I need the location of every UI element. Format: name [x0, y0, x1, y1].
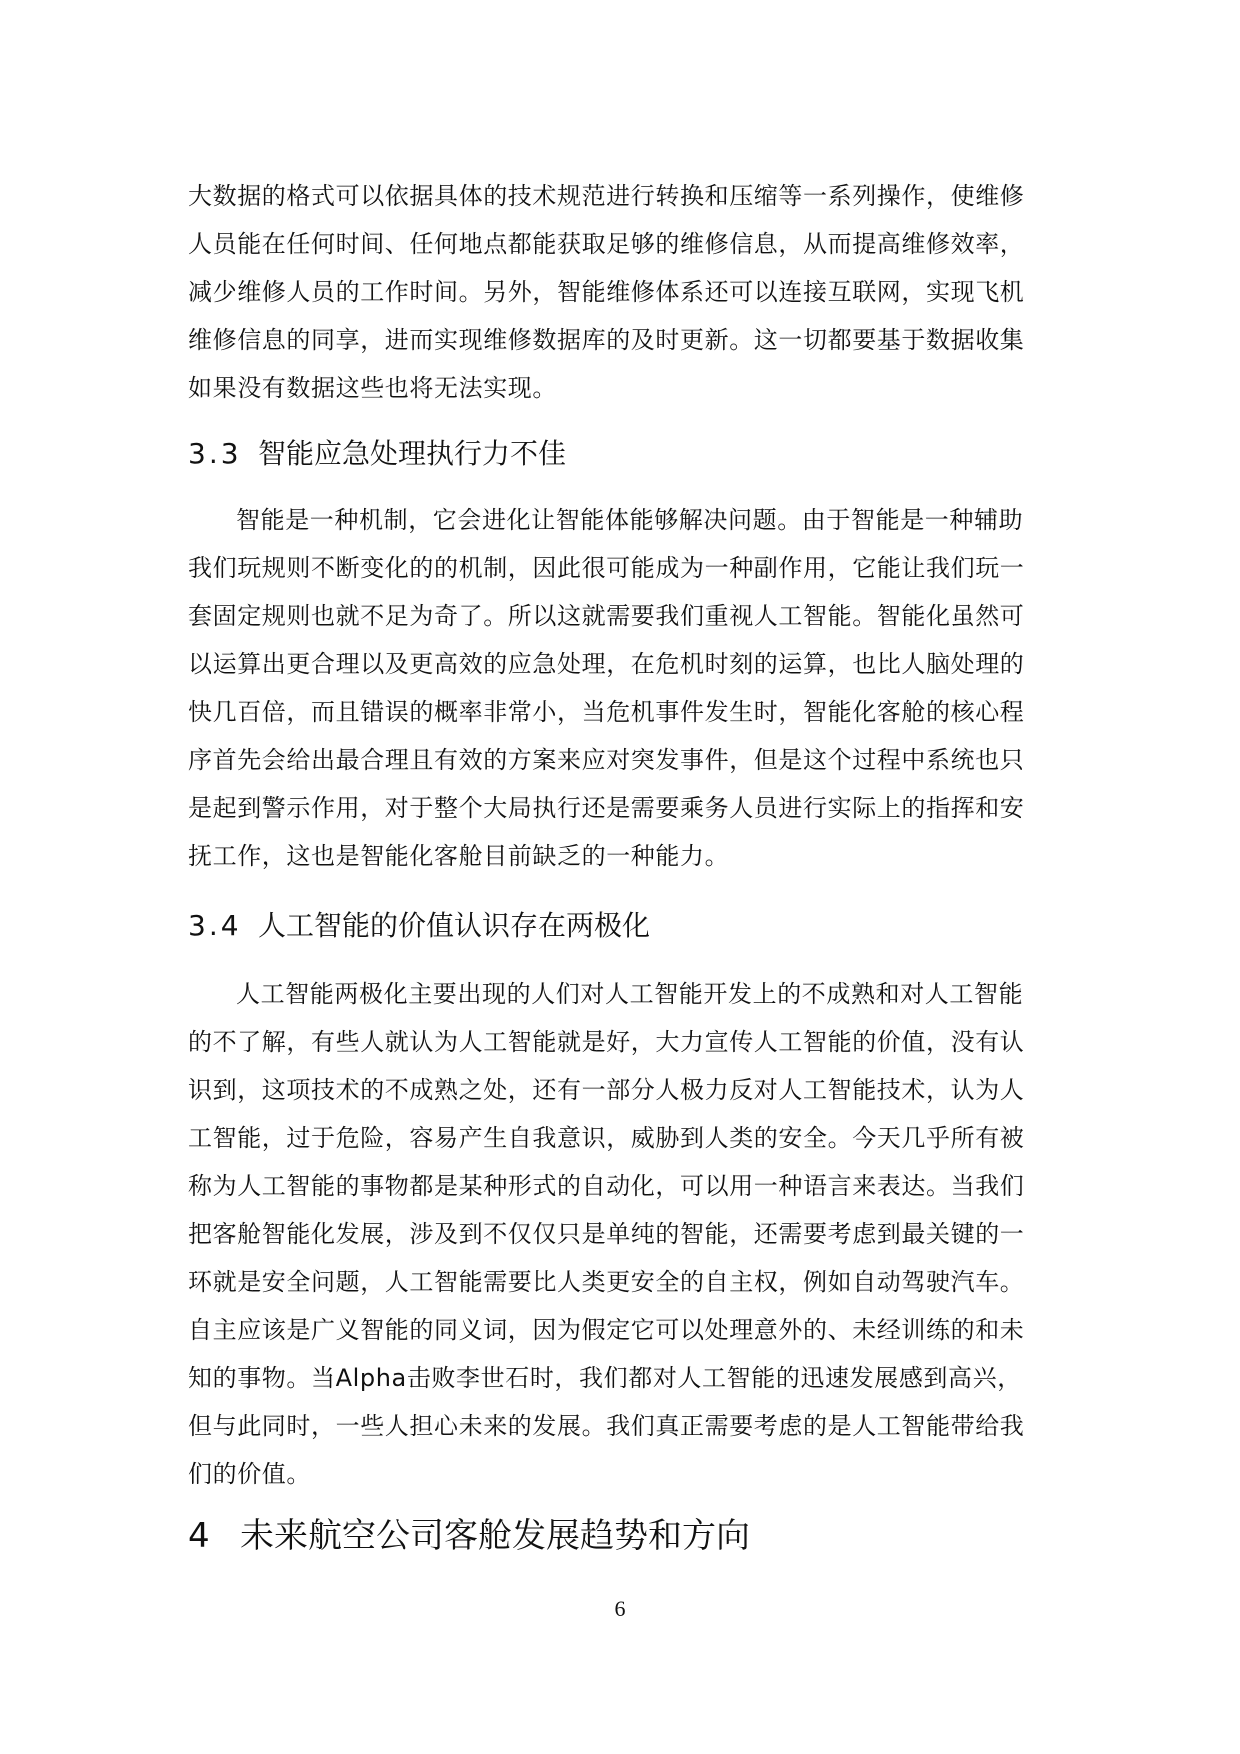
section-number: 3.4 [188, 909, 242, 942]
section-title: 人工智能的价值认识存在两极化 [258, 909, 651, 942]
paragraph-line: 工智能，过于危险，容易产生自我意识，威胁到人类的安全。今天几乎所有被 [188, 1124, 1025, 1152]
chapter-heading-4 [188, 1512, 750, 1560]
paragraph-section-3-3 [188, 496, 1058, 880]
paragraph-line: 以运算出更合理以及更高效的应急处理，在危机时刻的运算，也比人脑处理的 [188, 650, 1025, 678]
paragraph-line: 人工智能两极化主要出现的人们对人工智能开发上的不成熟和对人工智能 [236, 980, 1024, 1008]
paragraph-line: 序首先会给出最合理且有效的方案来应对突发事件，但是这个过程中系统也只 [188, 746, 1025, 774]
paragraph-line: 自主应该是广义智能的同义词，因为假定它可以处理意外的、未经训练的和未 [188, 1316, 1025, 1344]
paragraph-line: 我们玩规则不断变化的的机制，因此很可能成为一种副作用，它能让我们玩一 [188, 554, 1025, 582]
paragraph-line: 减少维修人员的工作时间。另外，智能维修体系还可以连接互联网，实现飞机 [188, 278, 1025, 306]
section-title: 智能应急处理执行力不佳 [258, 437, 567, 470]
paragraph-line: 识到，这项技术的不成熟之处，还有一部分人极力反对人工智能技术，认为人 [188, 1076, 1025, 1104]
section-heading-3-4 [188, 906, 650, 946]
paragraph-line: 但与此同时，一些人担心未来的发展。我们真正需要考虑的是人工智能带给我 [188, 1412, 1025, 1440]
section-heading-3-3 [188, 434, 566, 474]
paragraph-section-3-4 [188, 970, 1058, 1498]
paragraph-line: 知的事物。当Alpha击败李世石时，我们都对人工智能的迅速发展感到高兴， [188, 1364, 1022, 1392]
paragraph-line: 如果没有数据这些也将无法实现。 [188, 374, 557, 402]
paragraph-line: 大数据的格式可以依据具体的技术规范进行转换和压缩等一系列操作，使维修 [188, 182, 1025, 210]
paragraph-line: 快几百倍，而且错误的概率非常小，当危机事件发生时，智能化客舱的核心程 [188, 698, 1025, 726]
paragraph-line: 的不了解，有些人就认为人工智能就是好，大力宣传人工智能的价值，没有认 [188, 1028, 1025, 1056]
paragraph-line: 套固定规则也就不足为奇了。所以这就需要我们重视人工智能。智能化虽然可 [188, 602, 1025, 630]
paragraph-continuation [188, 172, 1058, 412]
paragraph-line: 把客舱智能化发展，涉及到不仅仅只是单纯的智能，还需要考虑到最关键的一 [188, 1220, 1025, 1248]
paragraph-line: 们的价值。 [188, 1460, 311, 1488]
chapter-number: 4 [188, 1516, 210, 1556]
paragraph-line: 智能是一种机制，它会进化让智能体能够解决问题。由于智能是一种辅助 [236, 506, 1024, 534]
paragraph-line: 是起到警示作用，对于整个大局执行还是需要乘务人员进行实际上的指挥和安 [188, 794, 1025, 822]
chapter-title: 未来航空公司客舱发展趋势和方向 [240, 1516, 750, 1556]
section-number: 3.3 [188, 437, 242, 470]
paragraph-line: 人员能在任何时间、任何地点都能获取足够的维修信息，从而提高维修效率， [188, 230, 1025, 258]
paragraph-line: 维修信息的同享，进而实现维修数据库的及时更新。这一切都要基于数据收集 [188, 326, 1025, 354]
paragraph-line: 称为人工智能的事物都是某种形式的自动化，可以用一种语言来表达。当我们 [188, 1172, 1025, 1200]
paragraph-line: 抚工作，这也是智能化客舱目前缺乏的一种能力。 [188, 842, 730, 870]
page-number: 6 [614, 1596, 626, 1621]
paragraph-line: 环就是安全问题，人工智能需要比人类更安全的自主权，例如自动驾驶汽车。 [188, 1268, 1025, 1296]
